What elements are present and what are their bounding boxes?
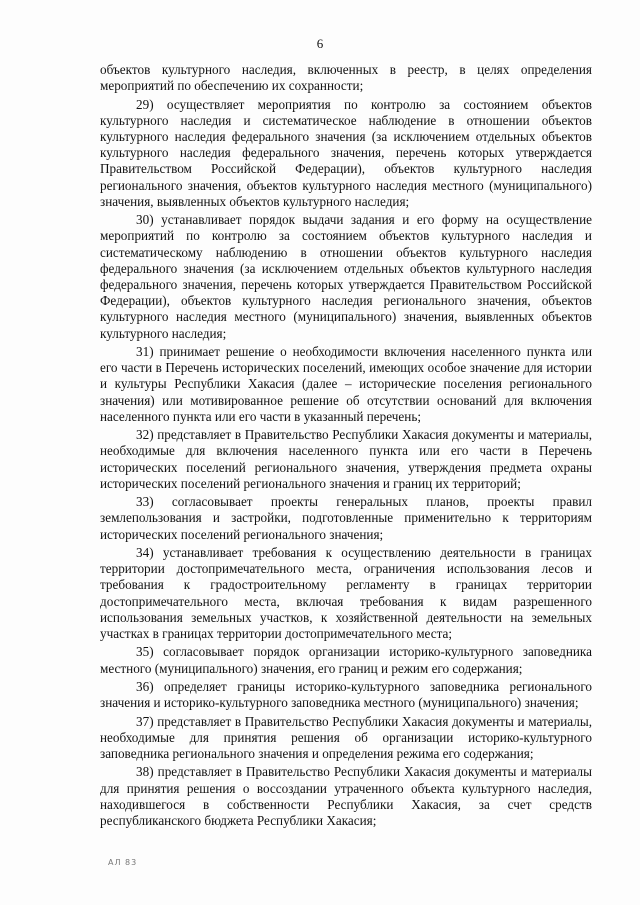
- paragraph-item-32: 32) представляет в Правительство Республики Хакасия документы и материалы, необходимые для включения населенного пункта или его части в Перечень исторических поселений регионального значения, утверждения предмета охраны исторических поселений регионального значения и границ их территорий;: [100, 427, 592, 491]
- paragraph-item-30: 30) устанавливает порядок выдачи задания и его форму на осуществление мероприятий по контролю за состоянием объектов культурного наследия и систематическому наблюдению в отношении объектов культурного наследия федерального значения (за исключением отдельных объектов культурного наследия федерального значения, перечень которых утверждается Правительством Российской Федерации), объектов культурного наследия регионального значения, объектов культурного наследия местного (муниципального) значения, выявленных объектов культурного наследия;: [100, 212, 592, 341]
- paragraph-item-35: 35) согласовывает порядок организации историко-культурного заповедника местного (муниципального) значения, его границ и режим его содержания;: [100, 644, 592, 676]
- paragraph-item-36: 36) определяет границы историко-культурного заповедника регионального значения и историко-культурного заповедника местного (муниципального) значения;: [100, 679, 592, 711]
- document-body: [100, 62, 592, 831]
- paragraph-item-38: 38) представляет в Правительство Республики Хакасия документы и материалы для принятия решения о воссоздании утраченного объекта культурного наследия, находившегося в собственности Республики Хакасия, за счет средств республиканского бюджета Республики Хакасия;: [100, 764, 592, 829]
- paragraph-item-31: 31) принимает решение о необходимости включения населенного пункта или его части в Перечень исторических поселений, имеющих особое значение для истории и культуры Республики Хакасия (далее – исторические поселения регионального значения) или мотивированное решение об отсутствии оснований для включения населенного пункта или его части в указанный перечень;: [100, 344, 592, 424]
- paragraph-item-33: 33) согласовывает проекты генеральных планов, проекты правил землепользования и застройки, подготовленные применительно к территориям исторических поселений регионального значения;: [100, 494, 592, 542]
- paragraph-item-34: 34) устанавливает требования к осуществлению деятельности в границах территории достопримечательного места, ограничения использования лесов и требования к градостроительному регламенту в границах территории достопримечательного места, включая требования к видам разрешенного использования земельных участков, к хозяйственной деятельности на земельных участках в границах территории достопримечательного места;: [100, 545, 592, 642]
- paragraph-item-29: 29) осуществляет мероприятия по контролю за состоянием объектов культурного наследия и систематическое наблюдение в отношении объектов культурного наследия федерального значения (за исключением отдельных объектов культурного наследия федерального значения, перечень которых утверждается Правительством Российской Федерации), объектов культурного наследия регионального значения, объектов культурного наследия местного (муниципального) значения, выявленных объектов культурного наследия;: [100, 96, 592, 209]
- paragraph-continuation: объектов культурного наследия, включенных в реестр, в целях определения мероприятий по обеспечению их сохранности;: [100, 62, 592, 94]
- paragraph-item-37: 37) представляет в Правительство Республики Хакасия документы и материалы, необходимые для принятия решения об организации историко-культурного заповедника регионального значения и определения режима его содержания;: [100, 713, 592, 762]
- footer-code: АЛ 83: [108, 858, 138, 867]
- page-number: 6: [316, 36, 324, 51]
